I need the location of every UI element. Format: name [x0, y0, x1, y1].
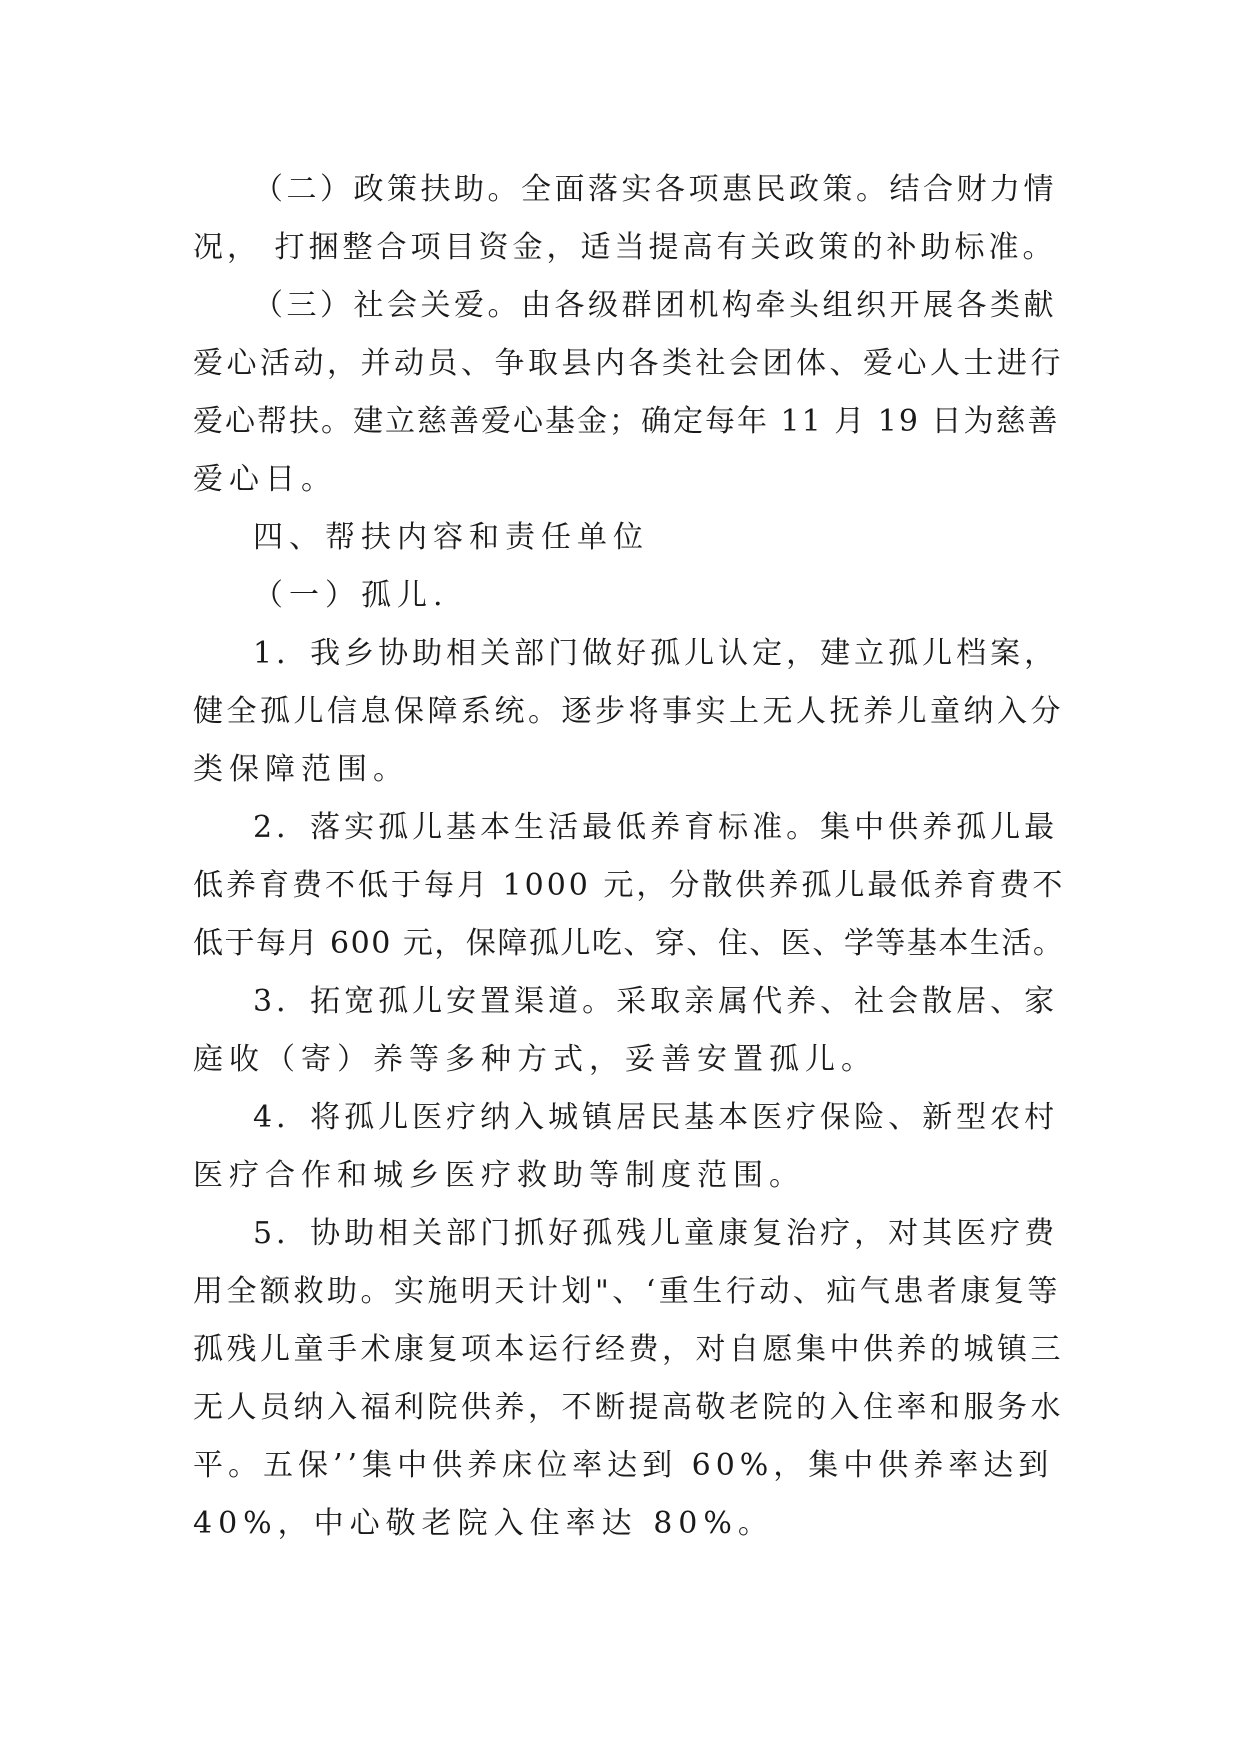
text-line: 低养育费不低于每月 1000 元，分散供养孤儿最低养育费不: [193, 868, 1066, 903]
text-line: 健全孤儿信息保障系统。逐步将事实上无人抚养儿童纳入分: [193, 694, 1064, 729]
text-line: 医疗合作和城乡医疗救助等制度范围。: [193, 1158, 805, 1193]
text-line: 低于每月 600 元，保障孤儿吃、穿、住、医、学等基本生活。: [193, 926, 1065, 961]
text-line: 1．我乡协助相关部门做好孤儿认定，建立孤儿档案，: [253, 636, 1059, 671]
text-line: 况， 打捆整合项目资金，适当提高有关政策的补助标准。: [193, 230, 1057, 265]
text-line: （三）社会关爱。由各级群团机构牵头组织开展各类献: [253, 288, 1057, 323]
text-line: 平。五保’’集中供养床位率达到 60%，集中供养率达到: [193, 1448, 1054, 1483]
text-line: （二）政策扶助。全面落实各项惠民政策。结合财力情: [253, 172, 1057, 207]
text-line: 爱心日。: [193, 462, 337, 497]
text-line: 3．拓宽孤儿安置渠道。采取亲属代养、社会散居、家: [253, 984, 1059, 1019]
text-line: 爱心帮扶。建立慈善爱心基金；确定每年 11 月 19 日为慈善: [193, 404, 1060, 439]
section-heading: 四、帮扶内容和责任单位: [253, 520, 649, 555]
text-line: 2．落实孤儿基本生活最低养育标准。集中供养孤儿最: [253, 810, 1059, 845]
text-line: 40%，中心敬老院入住率达 80%。: [193, 1506, 774, 1541]
text-line: 用全额救助。实施明天计划"、‘重生行动、疝气患者康复等: [193, 1274, 1061, 1309]
text-line: 无人员纳入福利院供养，不断提高敬老院的入住率和服务水: [193, 1390, 1064, 1425]
text-line: 庭收（寄）养等多种方式，妥善安置孤儿。: [193, 1042, 877, 1077]
text-line: 4．将孤儿医疗纳入城镇居民基本医疗保险、新型农村: [253, 1100, 1059, 1135]
text-line: 爱心活动，并动员、争取县内各类社会团体、爱心人士进行: [193, 346, 1064, 381]
subsection-heading: （一）孤儿.: [253, 578, 449, 613]
text-line: 类保障范围。: [193, 752, 409, 787]
text-line: 孤残儿童手术康复项本运行经费，对自愿集中供养的城镇三: [193, 1332, 1064, 1367]
text-line: 5．协助相关部门抓好孤残儿童康复治疗，对其医疗费: [253, 1216, 1059, 1251]
